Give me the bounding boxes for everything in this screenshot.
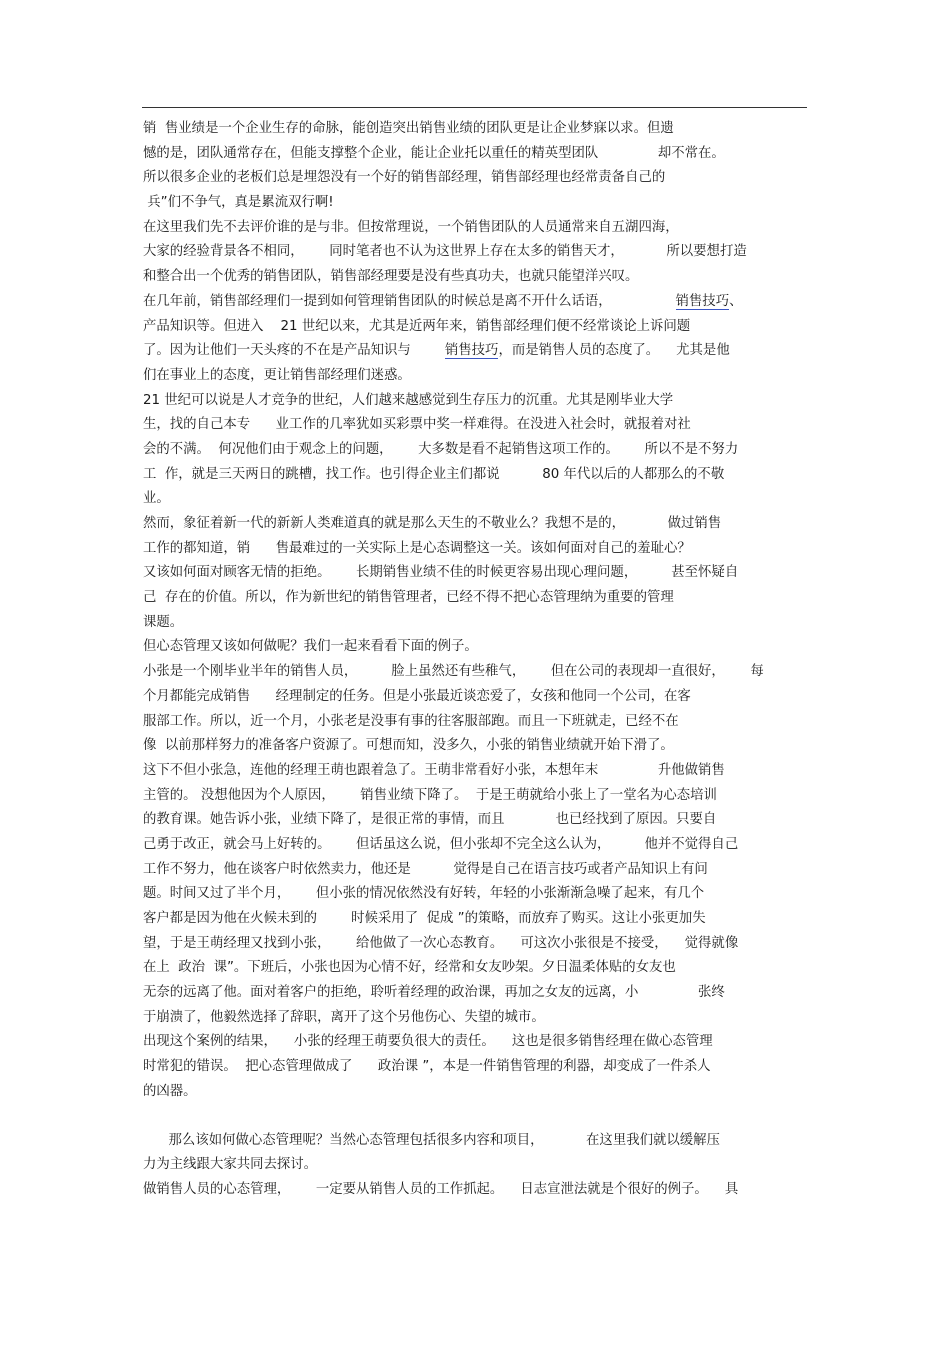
text-line: 做销售人员的心态管理， 一定要从销售人员的工作抓起。 日志宣泄法就是个很好的例子。 具 bbox=[143, 1181, 739, 1197]
text-line: 无奈的远离了他。面对着客户的拒绝，聆听着经理的政治课，再加之女友的远离，小 张终 bbox=[143, 985, 725, 1001]
text-line: 力为主线跟大家共同去探讨。 bbox=[143, 1157, 318, 1173]
text-line: 所以很多企业的老板们总是埋怨没有一个好的销售部经理，销售部经理也经常责备自己的 bbox=[143, 170, 666, 186]
text-line: 主管的。 没想他因为个人原因， 销售业绩下降了。 于是王萌就给小张上了一堂名为心态培训 bbox=[143, 787, 717, 803]
text-line: 课题。 bbox=[143, 614, 184, 630]
sales-skills-link[interactable]: 销售技巧 bbox=[444, 343, 499, 359]
text-line: 小张是一个刚毕业半年的销售人员， 脸上虽然还有些稚气， 但在公司的表现却一直很好， 每 bbox=[143, 664, 764, 680]
text-line-with-link bbox=[143, 339, 808, 364]
text-line: 和整合出一个优秀的销售团队，销售部经理要是没有些真功夫，也就只能望洋兴叹。 bbox=[143, 269, 639, 285]
text-line: 出现这个案例的结果， 小张的经理王萌要负很大的责任。 这也是很多销售经理在做心态管理 bbox=[143, 1034, 713, 1050]
text-line: 们在事业上的态度，更让销售部经理们迷惑。 bbox=[143, 367, 411, 383]
text-line: 客户都是因为他在火候未到的 时候采用了 促成 ”的策略，而放弃了购买。这让小张更加失 bbox=[143, 911, 706, 926]
text-line: 憾的是，团队通常存在，但能支撑整个企业，能让企业托以重任的精英型团队 却不常在。 bbox=[143, 145, 725, 161]
text-line: 工作不努力，他在谈客户时依然卖力，他还是 觉得是自己在语言技巧或者产品知识上有问 bbox=[143, 861, 708, 877]
document-body bbox=[143, 117, 808, 1203]
text-line: 的教育课。她告诉小张，业绩下降了，是很正常的事情，而且 也已经找到了原因。只要自 bbox=[143, 812, 717, 828]
text-line: 题。时间又过了半个月， 但小张的情况依然没有好转，年轻的小张渐渐急噪了起来，有几个 bbox=[143, 886, 705, 902]
text-line: 的凶器。 bbox=[143, 1083, 197, 1099]
text-line: 会的不满。 何况他们由于观念上的问题， 大多数是看不起销售这项工作的。 所以不是不努力 bbox=[143, 441, 739, 457]
text-line-with-link bbox=[143, 290, 808, 315]
text-line: 像 以前那样努力的准备客户资源了。可想而知，没多久，小张的销售业绩就开始下滑了。 bbox=[143, 738, 674, 754]
header-rule bbox=[142, 107, 807, 108]
text-line: 个月都能完成销售 经理制定的任务。但是小张最近谈恋爱了，女孩和他同一个公司，在客 bbox=[143, 688, 691, 704]
text-line: 但心态管理又该如何做呢？我们一起来看看下面的例子。 bbox=[143, 639, 478, 655]
text-line: 在这里我们先不去评价谁的是与非。但按常理说，一个销售团队的人员通常来自五湖四海， bbox=[143, 219, 679, 235]
text-segment: ，而是销售人员的态度了。 尤其是他 bbox=[498, 343, 730, 359]
text-line: 工 作，就是三天两日的跳槽，找工作。也引得企业主们都说 80 年代以后的人都那么的不敬 bbox=[143, 466, 725, 482]
text-line: 己勇于改正，就会马上好转的。 但话虽这么说，但小张却不完全这么认为， 他并不觉得自己 bbox=[143, 836, 739, 852]
text-segment: 、 bbox=[729, 293, 743, 309]
text-segment: 在几年前，销售部经理们一提到如何管理销售团队的时候总是离不开什么话语， bbox=[143, 293, 676, 309]
text-line: 工作的都知道，销 售最难过的一关实际上是心态调整这一关。该如何面对自己的羞耻心？ bbox=[143, 540, 691, 556]
text-line: 那么该如何做心态管理呢？当然心态管理包括很多内容和项目， 在这里我们就以缓解压 bbox=[143, 1132, 720, 1148]
text-line: 产品知识等。但进入 21 世纪以来，尤其是近两年来，销售部经理们便不经常谈论上诉问题 bbox=[143, 318, 691, 334]
text-line: 然而，象征着新一代的新新人类难道真的就是那么天生的不敬业么？我想不是的， 做过销售 bbox=[143, 516, 722, 531]
paragraph-gap bbox=[143, 1105, 808, 1129]
text-line: 服部工作。所以，近一个月，小张老是没事有事的往客服部跑。而且一下班就走，已经不在 bbox=[143, 713, 679, 729]
text-line: 又该如何面对顾客无情的拒绝。 长期销售业绩不佳的时候更容易出现心理问题， 甚至怀疑自 bbox=[143, 565, 739, 581]
text-line: 己 存在的价值。所以，作为新世纪的销售管理者，已经不得不把心态管理纳为重要的管理 bbox=[143, 590, 674, 606]
text-line: 销 售业绩是一个企业生存的命脉，能创造突出销售业绩的团队更是让企业梦寐以求。但遗 bbox=[143, 121, 674, 136]
text-line: 21 世纪可以说是人才竞争的世纪，人们越来越感觉到生存压力的沉重。尤其是刚毕业大学 bbox=[143, 392, 674, 408]
text-line: 这下不但小张急，连他的经理王萌也跟着急了。王萌非常看好小张，本想年末 升他做销售 bbox=[143, 762, 725, 778]
text-line: 生，找的自己本专 业工作的几率犹如买彩票中奖一样难得。在没进入社会时，就报着对社 bbox=[143, 417, 691, 433]
sales-skills-link[interactable]: 销售技巧 bbox=[675, 293, 730, 309]
text-line: 时常犯的错误。 把心态管理做成了 政治课 ”，本是一件销售管理的利器，却变成了一件杀人 bbox=[143, 1059, 711, 1075]
text-line: 于崩溃了，他毅然选择了辞职，离开了这个另他伤心、失望的城市。 bbox=[143, 1009, 545, 1025]
text-line: 业。 bbox=[143, 491, 170, 507]
text-line: 望，于是王萌经理又找到小张， 给他做了一次心态教育。 可这次小张很是不接受， 觉得就像 bbox=[143, 935, 739, 951]
text-segment: 了。因为让他们一天头疼的不在是产品知识与 bbox=[143, 343, 445, 359]
text-line: 兵”们不争气，真是累流双行啊! bbox=[143, 195, 334, 211]
text-line: 在上 政治 课”。下班后，小张也因为心情不好，经常和女友吵架。夕日温柔体贴的女友也 bbox=[143, 960, 676, 976]
text-line: 大家的经验背景各不相同， 同时笔者也不认为这世界上存在太多的销售天才， 所以要想打造 bbox=[143, 244, 747, 260]
